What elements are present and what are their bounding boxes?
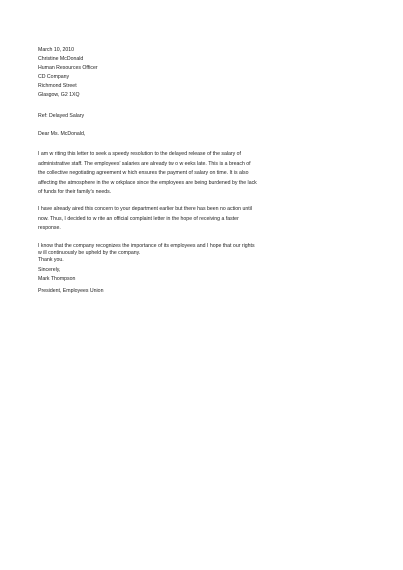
- sender-title: President, Employees Union: [38, 288, 104, 294]
- recipient-title: Human Resources Officer: [38, 65, 98, 71]
- paragraph-line: I have already aired this concern to your department earlier but there has been no action until: [38, 206, 252, 212]
- paragraph-line: w ill continuously be upheld by the company.: [38, 250, 141, 256]
- closing-thanks: Thank you.: [38, 257, 64, 263]
- paragraph-line: of funds for their family’s needs.: [38, 189, 112, 196]
- subject-line: [38, 112, 368, 121]
- paragraph-2: [38, 205, 368, 234]
- recipient-street: Richmond Street: [38, 83, 77, 89]
- letter-date: March 10, 2010: [38, 47, 75, 53]
- paragraph-1: [38, 150, 368, 198]
- recipient-city: Glasgow, G2 1XQ: [38, 92, 80, 98]
- salutation-block: [38, 130, 368, 139]
- paragraph-line: the collective negotiating agreement w hich ensures the payment of salary on time. It is also: [38, 170, 249, 177]
- letter-header: [38, 46, 368, 100]
- signature-block: [38, 266, 368, 284]
- paragraph-line: I know that the company recognizes the importance of its employees and I hope that our rights: [38, 243, 255, 249]
- sender-title-block: [38, 287, 368, 296]
- letter-subject: Ref: Delayed Salary: [38, 113, 85, 119]
- paragraph-line: response.: [38, 225, 61, 232]
- recipient-name: Christine McDonald: [38, 56, 84, 62]
- sender-name: Mark Thompson: [38, 276, 76, 282]
- paragraph-line: administrative staff. The employees’ salaries are already tw o w eeks late. This is a breach of: [38, 160, 251, 167]
- paragraph-3: [38, 243, 368, 264]
- letter-salutation: Dear Ms. McDonald,: [38, 131, 86, 137]
- paragraph-line: now. Thus, I decided to w rite an official complaint letter in the hope of receiving a faster: [38, 215, 239, 222]
- paragraph-line: I am w riting this letter to seek a speedy resolution to the delayed release of the salary of: [38, 151, 241, 157]
- recipient-company: CD Company: [38, 74, 70, 80]
- paragraph-line: affecting the atmosphere in the w orkplace since the employees are being burdened by the lack: [38, 179, 257, 186]
- closing-word: Sincerely,: [38, 267, 61, 273]
